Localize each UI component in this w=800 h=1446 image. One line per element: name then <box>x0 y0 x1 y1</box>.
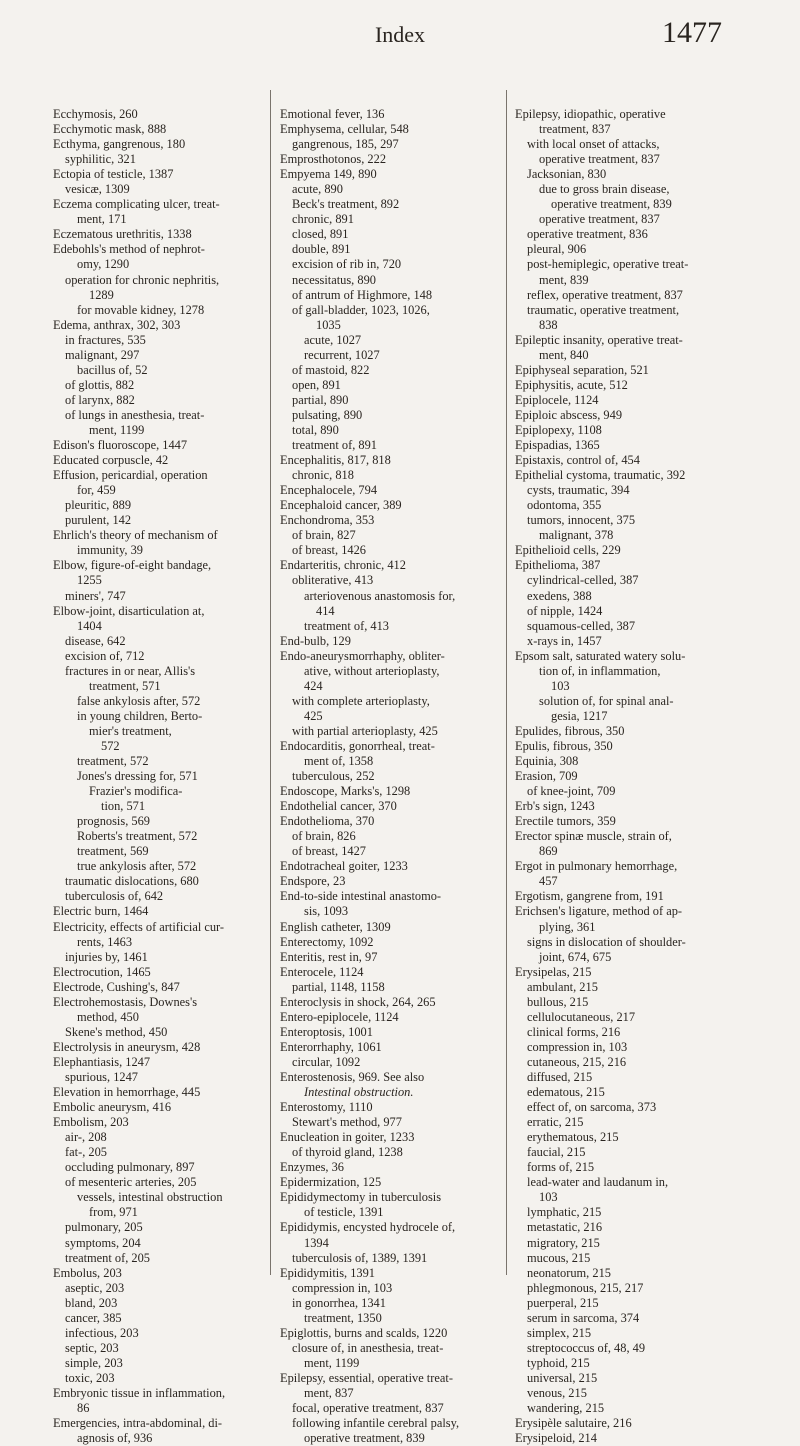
index-entry: Epulis, fibrous, 350 <box>515 738 613 753</box>
index-entry: treatment, 572 <box>77 754 149 769</box>
index-entry: Epiglottis, burns and scalds, 1220 <box>280 1325 448 1340</box>
index-entry: Epithelial cystoma, traumatic, 392 <box>515 468 686 483</box>
index-entry: ment, 1199 <box>89 422 145 437</box>
index-entry: of glottis, 882 <box>65 377 135 392</box>
index-entry: Edison's fluoroscope, 1447 <box>53 438 188 453</box>
index-entry: due to gross brain disease, <box>539 182 670 197</box>
index-entry: fractures in or near, Allis's <box>65 663 196 678</box>
index-entry: ment, 837 <box>304 1385 354 1400</box>
index-entry: Enteritis, rest in, 97 <box>280 949 378 964</box>
index-entry: Elephantiasis, 1247 <box>53 1054 151 1069</box>
index-entry: Epithelioid cells, 229 <box>515 543 621 558</box>
index-entry: pleuritic, 889 <box>65 498 132 513</box>
page-number: 1477 <box>662 16 722 49</box>
index-entry: Ehrlich's theory of mechanism of <box>53 528 218 543</box>
index-entry: treatment, 571 <box>89 678 161 693</box>
index-entry: partial, 1148, 1158 <box>292 979 385 994</box>
index-entry: false ankylosis after, 572 <box>77 693 201 708</box>
index-entry: open, 891 <box>292 377 341 392</box>
index-entry: Epididymis, encysted hydrocele of, <box>280 1220 456 1235</box>
index-entry: injuries by, 1461 <box>65 949 148 964</box>
index-entry: puerperal, 215 <box>527 1295 599 1310</box>
index-entry: Ecchymotic mask, 888 <box>53 122 167 137</box>
index-entry: Enucleation in goiter, 1233 <box>280 1130 415 1145</box>
index-entry: signs in dislocation of shoulder- <box>527 934 686 949</box>
index-entry: erythematous, 215 <box>527 1130 619 1145</box>
index-entry: ment, 1199 <box>304 1355 360 1370</box>
index-entry: serum in sarcoma, 374 <box>527 1310 640 1325</box>
index-entry: Elbow, figure-of-eight bandage, <box>53 558 212 573</box>
index-entry: migratory, 215 <box>527 1235 600 1250</box>
index-entry: Ergotism, gangrene from, 191 <box>515 889 664 904</box>
index-entry: double, 891 <box>292 242 351 257</box>
index-entry: tion, 571 <box>101 799 146 814</box>
index-entry: Stewart's method, 977 <box>292 1115 402 1130</box>
index-entry: true ankylosis after, 572 <box>77 859 197 874</box>
index-entry: Erichsen's ligature, method of ap- <box>515 904 683 919</box>
index-entry: closed, 891 <box>292 227 349 242</box>
index-entry: occluding pulmonary, 897 <box>65 1160 195 1175</box>
index-entry: of antrum of Highmore, 148 <box>292 287 433 302</box>
index-entry: faucial, 215 <box>527 1145 586 1160</box>
index-entry: plying, 361 <box>539 919 596 934</box>
index-entry: recurrent, 1027 <box>304 347 380 362</box>
index-entry: universal, 215 <box>527 1370 598 1385</box>
index-column-1 <box>53 107 263 1446</box>
index-entry: neonatorum, 215 <box>527 1265 611 1280</box>
index-entry: of lungs in anesthesia, treat- <box>65 407 205 422</box>
index-entry: of thyroid gland, 1238 <box>292 1145 403 1160</box>
index-entry: total, 890 <box>292 422 339 437</box>
index-entry: Edema, anthrax, 302, 303 <box>53 317 181 332</box>
index-entry: malignant, 378 <box>539 528 614 543</box>
index-entry: Ecchymosis, 260 <box>53 107 138 121</box>
index-entry: Enchondroma, 353 <box>280 513 375 528</box>
index-entry: diffused, 215 <box>527 1070 593 1084</box>
index-entry: toxic, 203 <box>65 1370 115 1385</box>
index-entry: 1255 <box>77 573 102 588</box>
index-entry: sis, 1093 <box>304 904 349 919</box>
index-entry: Effusion, pericardial, operation <box>53 468 208 483</box>
index-entry: ambulant, 215 <box>527 979 598 994</box>
index-entry: English catheter, 1309 <box>280 919 391 934</box>
index-entry: Erectile tumors, 359 <box>515 814 616 829</box>
index-entry: Erysipèle salutaire, 216 <box>515 1416 632 1431</box>
index-entry: End-bulb, 129 <box>280 633 351 648</box>
index-entry: Roberts's treatment, 572 <box>77 829 198 844</box>
index-entry: of brain, 827 <box>292 528 356 543</box>
index-entry: Beck's treatment, 892 <box>292 197 400 212</box>
index-entry: tumors, innocent, 375 <box>527 513 636 528</box>
index-entry: pulmonary, 205 <box>65 1220 143 1235</box>
index-entry: Embolus, 203 <box>53 1265 122 1280</box>
index-entry: post-hemiplegic, operative treat- <box>527 257 689 272</box>
index-entry: miners', 747 <box>65 588 126 603</box>
index-entry: for, 459 <box>77 483 116 498</box>
index-entry: treatment, 1350 <box>304 1310 382 1325</box>
index-entry: ative, without arterioplasty, <box>304 663 440 678</box>
index-entry: Encephalitis, 817, 818 <box>280 453 391 468</box>
index-entry: omy, 1290 <box>77 257 130 272</box>
index-entry: ment, 839 <box>539 272 589 287</box>
index-entry: of nipple, 1424 <box>527 603 603 618</box>
index-entry: Endarteritis, chronic, 412 <box>280 558 406 573</box>
index-entry: acute, 890 <box>292 182 343 197</box>
index-entry: of testicle, 1391 <box>304 1205 384 1220</box>
index-entry: Emprosthotonos, 222 <box>280 152 387 167</box>
index-entry: cancer, 385 <box>65 1310 122 1325</box>
index-entry: Epididymitis, 1391 <box>280 1265 375 1280</box>
index-entry: of breast, 1426 <box>292 543 366 558</box>
index-entry: treatment, 569 <box>77 844 149 859</box>
index-entry: typhoid, 215 <box>527 1355 590 1370</box>
index-entry: 103 <box>551 678 570 693</box>
index-column-2 <box>280 107 510 1446</box>
index-entry: disease, 642 <box>65 633 126 648</box>
index-entry: focal, operative treatment, 837 <box>292 1401 444 1416</box>
index-entry: Epithelioma, 387 <box>515 558 601 573</box>
index-entry: 1404 <box>77 618 102 633</box>
index-entry: ment, 840 <box>539 347 589 362</box>
index-entry: circular, 1092 <box>292 1054 361 1069</box>
index-entry: Endocarditis, gonorrheal, treat- <box>280 738 435 753</box>
index-entry: symptoms, 204 <box>65 1235 141 1250</box>
index-entry: vesicæ, 1309 <box>65 182 130 197</box>
index-entry: closure of, in anesthesia, treat- <box>292 1340 444 1355</box>
index-entry: 1035 <box>316 317 341 332</box>
index-entry: odontoma, 355 <box>527 498 602 513</box>
index-entry: Electrohemostasis, Downes's <box>53 994 198 1009</box>
index-entry: Erector spinæ muscle, strain of, <box>515 829 672 844</box>
index-entry: mier's treatment, <box>89 723 172 738</box>
index-entry: tuberculosis of, 642 <box>65 889 164 904</box>
index-entry: aseptic, 203 <box>65 1280 125 1295</box>
index-entry: lead-water and laudanum in, <box>527 1175 669 1190</box>
index-entry: spurious, 1247 <box>65 1070 138 1084</box>
index-entry: Epiplocele, 1124 <box>515 392 599 407</box>
index-entry: Endoscope, Marks's, 1298 <box>280 784 411 799</box>
index-entry: Enterostomy, 1110 <box>280 1100 373 1115</box>
index-entry: of mastoid, 822 <box>292 362 370 377</box>
index-entry: septic, 203 <box>65 1340 119 1355</box>
index-entry: Electricity, effects of artificial cur- <box>53 919 225 934</box>
index-entry: Enteroptosis, 1001 <box>280 1024 373 1039</box>
index-entry: operative treatment, 836 <box>527 227 648 242</box>
page-title: Index <box>374 22 426 47</box>
index-entry: Epilepsy, idiopathic, operative <box>515 107 666 121</box>
index-entry: of brain, 826 <box>292 829 356 844</box>
index-entry: bland, 203 <box>65 1295 118 1310</box>
index-entry: Epistaxis, control of, 454 <box>515 453 640 468</box>
index-entry: Frazier's modifica- <box>89 784 183 799</box>
index-entry: Epiphysitis, acute, 512 <box>515 377 628 392</box>
index-entry: tuberculosis of, 1389, 1391 <box>292 1250 428 1265</box>
index-entry: cutaneous, 215, 216 <box>527 1054 627 1069</box>
index-entry: Emergencies, intra-abdominal, di- <box>53 1416 223 1431</box>
index-entry: Erb's sign, 1243 <box>515 799 595 814</box>
index-entry: Epiplopexy, 1108 <box>515 422 602 437</box>
index-entry: 103 <box>539 1190 558 1205</box>
index-entry: Emphysema, cellular, 548 <box>280 122 409 137</box>
index-entry: 1394 <box>304 1235 329 1250</box>
index-entry: in gonorrhea, 1341 <box>292 1295 386 1310</box>
index-entry: Embryonic tissue in inflammation, <box>53 1385 226 1400</box>
index-entry: rents, 1463 <box>77 934 133 949</box>
index-entry: exedens, 388 <box>527 588 592 603</box>
page-header <box>0 14 800 54</box>
index-entry: with complete arterioplasty, <box>292 693 430 708</box>
index-entry: immunity, 39 <box>77 543 143 558</box>
index-entry: treatment of, 205 <box>65 1250 150 1265</box>
index-entry: following infantile cerebral palsy, <box>292 1416 460 1431</box>
index-entry: treatment of, 413 <box>304 618 389 633</box>
index-entry: method, 450 <box>77 1009 139 1024</box>
index-entry: from, 971 <box>89 1205 138 1220</box>
index-entry: Emotional fever, 136 <box>280 107 385 121</box>
index-entry: of larynx, 882 <box>65 392 135 407</box>
index-entry: Encephaloid cancer, 389 <box>280 498 402 513</box>
index-entry: clinical forms, 216 <box>527 1024 621 1039</box>
index-entry: reflex, operative treatment, 837 <box>527 287 683 302</box>
index-entry: pleural, 906 <box>527 242 587 257</box>
index-entry: air-, 208 <box>65 1130 107 1145</box>
index-entry: necessitatus, 890 <box>292 272 376 287</box>
index-entry: with partial arterioplasty, 425 <box>292 723 438 738</box>
index-entry: Erysipeloid, 214 <box>515 1431 597 1446</box>
index-entry: erratic, 215 <box>527 1115 584 1130</box>
index-entry: streptococcus of, 48, 49 <box>527 1340 646 1355</box>
index-entry: Epileptic insanity, operative treat- <box>515 332 683 347</box>
index-entry: arteriovenous anastomosis for, <box>304 588 456 603</box>
index-entry: Ergot in pulmonary hemorrhage, <box>515 859 678 874</box>
index-entry: operation for chronic nephritis, <box>65 272 220 287</box>
index-entry: of gall-bladder, 1023, 1026, <box>292 302 430 317</box>
index-entry: Embolic aneurysm, 416 <box>53 1100 172 1115</box>
index-entry: tion of, in inflammation, <box>539 663 661 678</box>
index-entry: pulsating, 890 <box>292 407 363 422</box>
index-entry: squamous-celled, 387 <box>527 618 636 633</box>
index-entry: 838 <box>539 317 558 332</box>
index-entry: Educated corpuscle, 42 <box>53 453 169 468</box>
index-entry: Epulides, fibrous, 350 <box>515 723 625 738</box>
index-entry: solution of, for spinal anal- <box>539 693 674 708</box>
index-entry: Jones's dressing for, 571 <box>77 769 198 784</box>
index-entry: operative treatment, 839 <box>304 1431 425 1446</box>
index-entry: treatment of, 891 <box>292 438 377 453</box>
index-entry: Electrode, Cushing's, 847 <box>53 979 180 994</box>
index-entry: Eczematous urethritis, 1338 <box>53 227 192 242</box>
index-entry: with local onset of attacks, <box>527 137 660 152</box>
index-entry: joint, 674, 675 <box>539 949 612 964</box>
index-entry: bacillus of, 52 <box>77 362 148 377</box>
index-entry: Jacksonian, 830 <box>527 167 607 182</box>
index-entry: End-to-side intestinal anastomo- <box>280 889 442 904</box>
index-entry: purulent, 142 <box>65 513 132 528</box>
index-entry: Enterectomy, 1092 <box>280 934 374 949</box>
index-entry: 424 <box>304 678 323 693</box>
index-column-3 <box>515 107 755 1446</box>
index-entry: phlegmonous, 215, 217 <box>527 1280 644 1295</box>
index-entry: Elbow-joint, disarticulation at, <box>53 603 205 618</box>
index-entry: syphilitic, 321 <box>65 152 136 167</box>
index-entry: wandering, 215 <box>527 1401 605 1416</box>
index-entry: of breast, 1427 <box>292 844 366 859</box>
index-entry: Epsom salt, saturated watery solu- <box>515 648 686 663</box>
index-entry: 86 <box>77 1401 90 1416</box>
index-entry: Embolism, 203 <box>53 1115 129 1130</box>
index-entry: metastatic, 216 <box>527 1220 603 1235</box>
index-entry: venous, 215 <box>527 1385 587 1400</box>
index-entry: Endo-aneurysmorrhaphy, obliter- <box>280 648 445 663</box>
index-entry: compression in, 103 <box>527 1039 628 1054</box>
index-entry: Enzymes, 36 <box>280 1160 345 1175</box>
index-entry: simplex, 215 <box>527 1325 592 1340</box>
index-entry: lymphatic, 215 <box>527 1205 602 1220</box>
index-entry: Encephalocele, 794 <box>280 483 378 498</box>
index-entry: Endotracheal goiter, 1233 <box>280 859 408 874</box>
index-entry: 425 <box>304 708 323 723</box>
index-entry: operative treatment, 837 <box>539 212 660 227</box>
column-divider <box>270 90 271 1275</box>
index-entry: Endothelial cancer, 370 <box>280 799 397 814</box>
index-entry: 457 <box>539 874 558 889</box>
index-entry: mucous, 215 <box>527 1250 591 1265</box>
index-entry: 572 <box>101 738 120 753</box>
index-entry: Enterostenosis, 969. See also <box>280 1070 425 1084</box>
index-entry: Electrocution, 1465 <box>53 964 151 979</box>
index-entry: infectious, 203 <box>65 1325 139 1340</box>
index-entry: treatment, 837 <box>539 122 611 137</box>
index-entry: Entero-epiplocele, 1124 <box>280 1009 399 1024</box>
index-entry: edematous, 215 <box>527 1085 605 1100</box>
index-entry: traumatic, operative treatment, <box>527 302 680 317</box>
index-entry: Equinia, 308 <box>515 754 579 769</box>
index-entry: 414 <box>316 603 335 618</box>
index-entry: Skene's method, 450 <box>65 1024 168 1039</box>
index-entry: Enteroclysis in shock, 264, 265 <box>280 994 436 1009</box>
index-entry: compression in, 103 <box>292 1280 393 1295</box>
index-entry: Epidermization, 125 <box>280 1175 382 1190</box>
index-entry: acute, 1027 <box>304 332 362 347</box>
index-entry: Electric burn, 1464 <box>53 904 149 919</box>
index-entry: Enterocele, 1124 <box>280 964 364 979</box>
index-entry: effect of, on sarcoma, 373 <box>527 1100 657 1115</box>
index-entry: operative treatment, 837 <box>539 152 660 167</box>
index-entry: Epiphyseal separation, 521 <box>515 362 649 377</box>
index-entry: Eczema complicating ulcer, treat- <box>53 197 220 212</box>
index-entry: Empyema 149, 890 <box>280 167 377 182</box>
index-entry: in young children, Berto- <box>77 708 203 723</box>
index-entry: Electrolysis in aneurysm, 428 <box>53 1039 201 1054</box>
index-entry: Epididymectomy in tuberculosis <box>280 1190 442 1205</box>
index-entry: bullous, 215 <box>527 994 589 1009</box>
index-entry: excision of rib in, 720 <box>292 257 402 272</box>
index-entry: vessels, intestinal obstruction <box>77 1190 223 1205</box>
index-entry: simple, 203 <box>65 1355 123 1370</box>
index-entry: chronic, 891 <box>292 212 354 227</box>
index-entry: Epispadias, 1365 <box>515 438 600 453</box>
index-entry: in fractures, 535 <box>65 332 146 347</box>
index-entry: Enterorrhaphy, 1061 <box>280 1039 382 1054</box>
index-entry: cylindrical-celled, 387 <box>527 573 639 588</box>
index-entry: Edebohls's method of nephrot- <box>53 242 205 257</box>
index-entry: ment of, 1358 <box>304 754 374 769</box>
index-entry: Endothelioma, 370 <box>280 814 375 829</box>
index-entry: partial, 890 <box>292 392 349 407</box>
index-entry: x-rays in, 1457 <box>527 633 602 648</box>
index-entry: Intestinal obstruction. <box>304 1085 414 1100</box>
index-entry: Epilepsy, essential, operative treat- <box>280 1370 453 1385</box>
index-entry: Endspore, 23 <box>280 874 346 889</box>
index-entry: tuberculous, 252 <box>292 769 375 784</box>
index-entry: Erysipelas, 215 <box>515 964 592 979</box>
index-entry: operative treatment, 839 <box>551 197 672 212</box>
index-entry: Epiploic abscess, 949 <box>515 407 623 422</box>
index-entry: Elevation in hemorrhage, 445 <box>53 1085 201 1100</box>
index-entry: obliterative, 413 <box>292 573 374 588</box>
index-entry: gesia, 1217 <box>551 708 608 723</box>
index-entry: prognosis, 569 <box>77 814 150 829</box>
index-entry: ment, 171 <box>77 212 127 227</box>
index-entry: fat-, 205 <box>65 1145 107 1160</box>
index-entry: forms of, 215 <box>527 1160 595 1175</box>
index-entry: traumatic dislocations, 680 <box>65 874 199 889</box>
index-entry: Ectopia of testicle, 1387 <box>53 167 174 182</box>
index-entry: for movable kidney, 1278 <box>77 302 205 317</box>
index-entry: cysts, traumatic, 394 <box>527 483 630 498</box>
index-entry: of knee-joint, 709 <box>527 784 616 799</box>
index-entry: 869 <box>539 844 558 859</box>
index-entry: gangrenous, 185, 297 <box>292 137 399 152</box>
index-entry: chronic, 818 <box>292 468 354 483</box>
index-entry: cellulocutaneous, 217 <box>527 1009 636 1024</box>
index-entry: Ecthyma, gangrenous, 180 <box>53 137 186 152</box>
index-entry: Erasion, 709 <box>515 769 578 784</box>
index-entry: 1289 <box>89 287 114 302</box>
index-entry: of mesenteric arteries, 205 <box>65 1175 197 1190</box>
index-entry: excision of, 712 <box>65 648 145 663</box>
index-entry: agnosis of, 936 <box>77 1431 153 1446</box>
index-entry: malignant, 297 <box>65 347 140 362</box>
